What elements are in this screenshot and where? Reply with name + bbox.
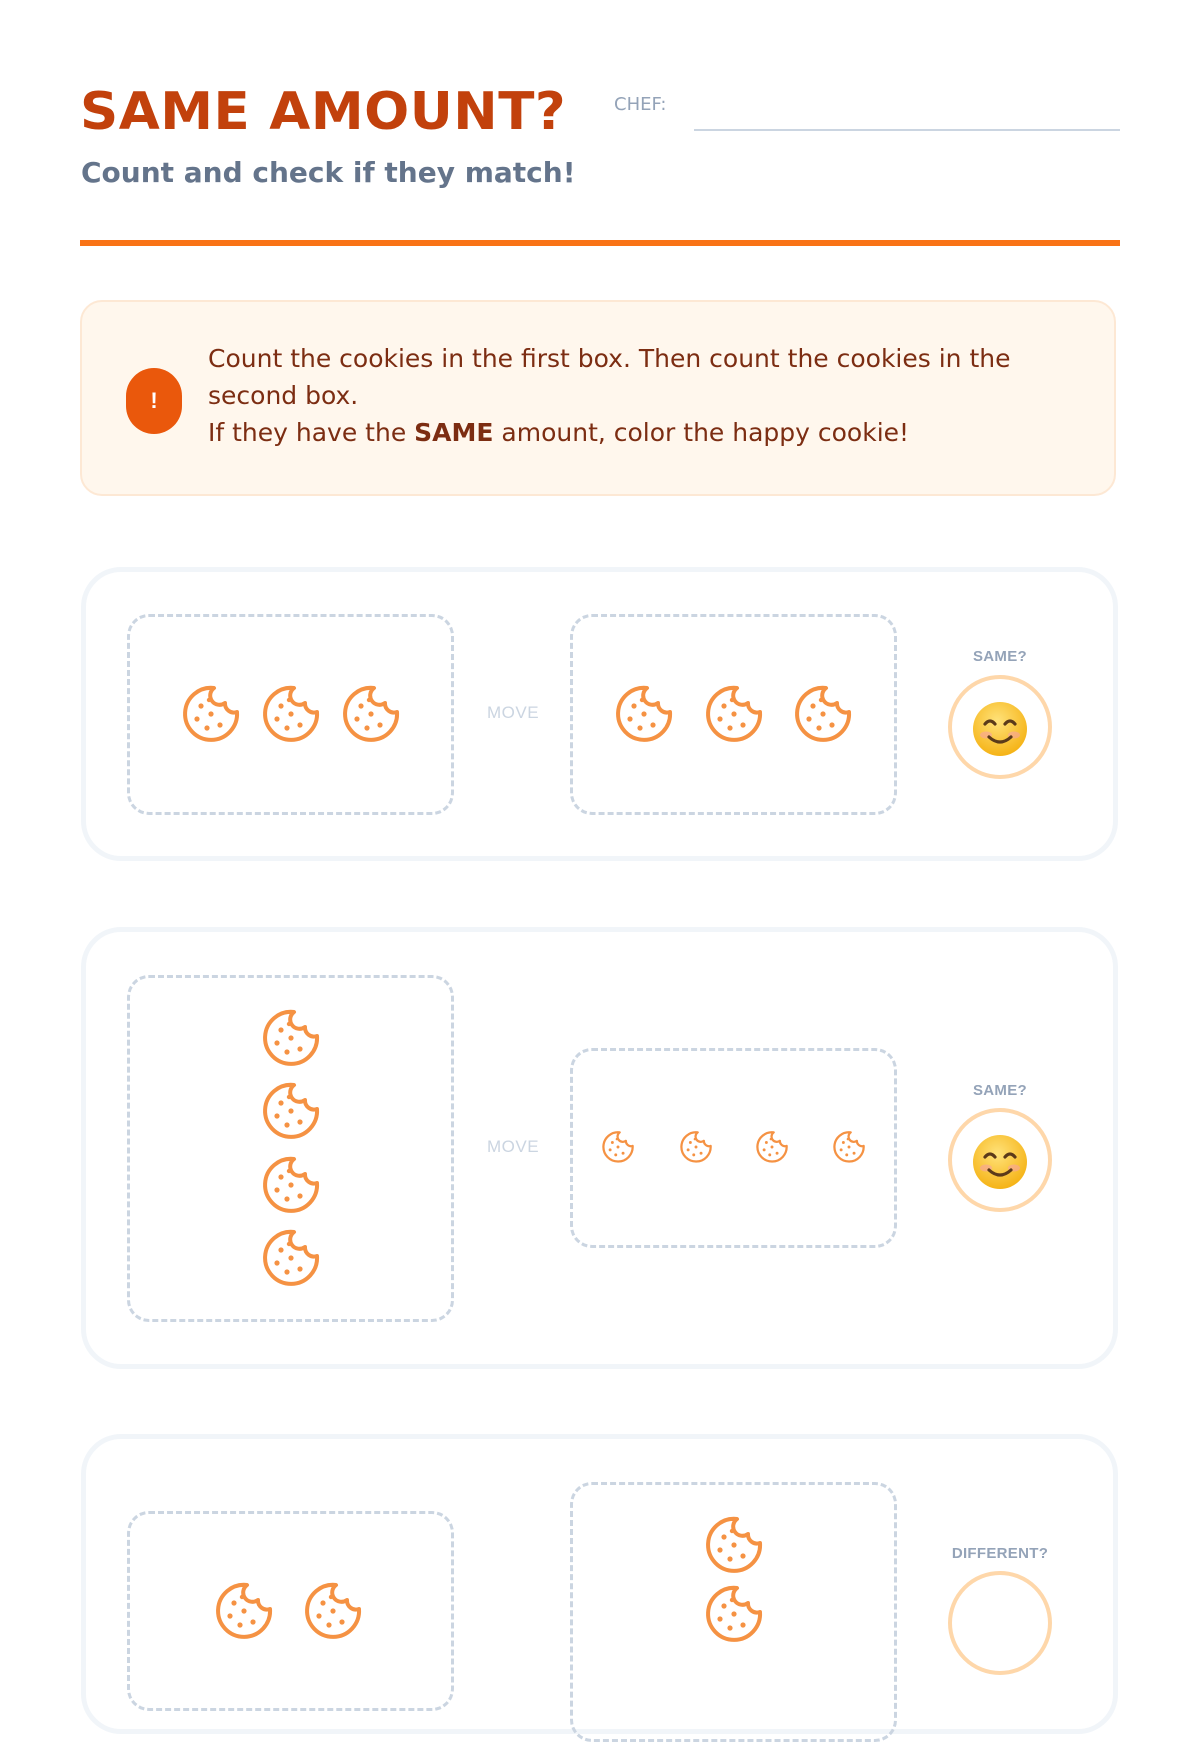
- instructions-panel: [80, 300, 1116, 496]
- header-divider: [80, 240, 1120, 246]
- smiling-face-icon[interactable]: [970, 1132, 1030, 1192]
- cookie-icon: [702, 1513, 766, 1577]
- cookie-icon: [702, 682, 766, 746]
- left-cookie-box-3: [127, 1511, 454, 1711]
- cookie-icon: [179, 682, 243, 746]
- cookie-icon: [212, 1579, 276, 1643]
- instructions-emphasis: SAME: [414, 418, 494, 447]
- instructions-line-1: Count the cookies in the first box. Then count the cookies in the second box.: [208, 344, 1011, 410]
- question-label: SAME?: [973, 1082, 1027, 1099]
- page-subtitle: Count and check if they match!: [81, 156, 576, 189]
- cookie-icon: [301, 1579, 365, 1643]
- instructions-line-2-end: amount, color the happy cookie!: [493, 418, 910, 447]
- cookie-icon: [702, 1582, 766, 1646]
- cookie-icon: [600, 1129, 636, 1165]
- move-label: MOVE: [486, 703, 540, 722]
- move-label: MOVE: [486, 1137, 540, 1156]
- cookie-icon: [339, 682, 403, 746]
- question-label: DIFFERENT?: [951, 1545, 1049, 1562]
- cookie-icon: [678, 1129, 714, 1165]
- instructions-text: [208, 340, 1088, 451]
- cookie-icon: [791, 682, 855, 746]
- chef-name-field[interactable]: [694, 129, 1120, 131]
- alert-icon: !: [126, 368, 182, 434]
- chef-label: CHEF:: [614, 94, 667, 115]
- question-label: SAME?: [973, 648, 1027, 665]
- cookie-icon: [831, 1129, 867, 1165]
- smiling-face-icon[interactable]: [970, 699, 1030, 759]
- cookie-icon: [754, 1129, 790, 1165]
- page-title: SAME AMOUNT?: [80, 82, 567, 142]
- cookie-icon: [259, 1006, 323, 1070]
- cookie-icon: [612, 682, 676, 746]
- cookie-icon: [259, 1153, 323, 1217]
- answer-circle[interactable]: [948, 1571, 1052, 1675]
- cookie-icon: [259, 682, 323, 746]
- instructions-line-2-start: If they have the: [208, 418, 415, 447]
- cookie-icon: [259, 1079, 323, 1143]
- cookie-icon: [259, 1226, 323, 1290]
